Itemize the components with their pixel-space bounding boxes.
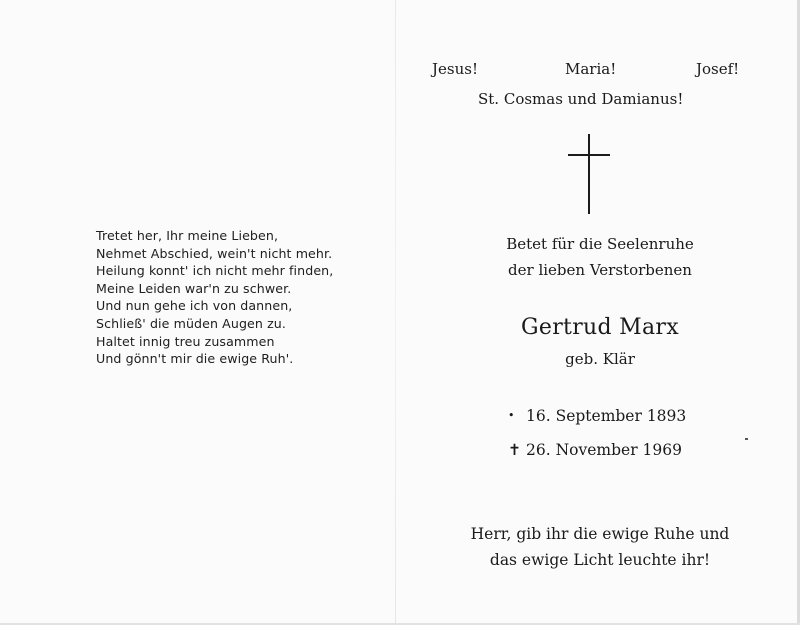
closing-prayer-line-1: Herr, gib ihr die ewige Ruhe und: [470, 525, 730, 543]
invocation-maria: Maria!: [565, 60, 617, 78]
closing-prayer-line-2: das ewige Licht leuchte ihr!: [489, 551, 711, 569]
cross-horizontal-bar: [568, 154, 610, 156]
cross-vertical-bar: [588, 134, 590, 214]
death-cross-icon: ✝: [508, 441, 521, 459]
death-date: 26. November 1969: [526, 441, 682, 459]
poem-line: Meine Leiden war'n zu schwer.: [96, 280, 292, 296]
invocations: [432, 60, 752, 84]
birth-star-icon: •: [508, 409, 515, 422]
deceased-name: Gertrud Marx: [521, 315, 679, 340]
poem-line: Und nun gehe ich von dannen,: [96, 298, 293, 314]
birth-date-row: [508, 407, 686, 425]
poem-line: Und gönn't mir die ewige Ruh'.: [96, 351, 294, 367]
poem-line: Tretet her, Ihr meine Lieben,: [96, 228, 279, 243]
poem-line: Nehmet Abschied, wein't nicht mehr.: [96, 245, 333, 261]
invocation-jesus: Jesus!: [432, 60, 478, 78]
poem-line: Schließ' die müden Augen zu.: [96, 315, 286, 331]
birth-date: 16. September 1893: [526, 407, 687, 425]
print-speck: [745, 438, 748, 440]
poem-line: Heilung konnt' ich nicht mehr finden,: [96, 263, 334, 279]
prayer-line-1: Betet für die Seelenruhe: [506, 235, 694, 253]
latin-cross-icon: [568, 134, 612, 214]
maiden-name: geb. Klär: [565, 350, 635, 368]
saints-invocation: St. Cosmas und Damianus!: [478, 90, 684, 108]
card-fold: [395, 0, 396, 625]
poem: [96, 227, 376, 368]
prayer-line-2: der lieben Verstorbenen: [508, 261, 692, 279]
invocation-josef: Josef!: [696, 60, 740, 78]
death-date-row: [508, 441, 682, 459]
poem-line: Haltet innig treu zusammen: [96, 333, 275, 349]
